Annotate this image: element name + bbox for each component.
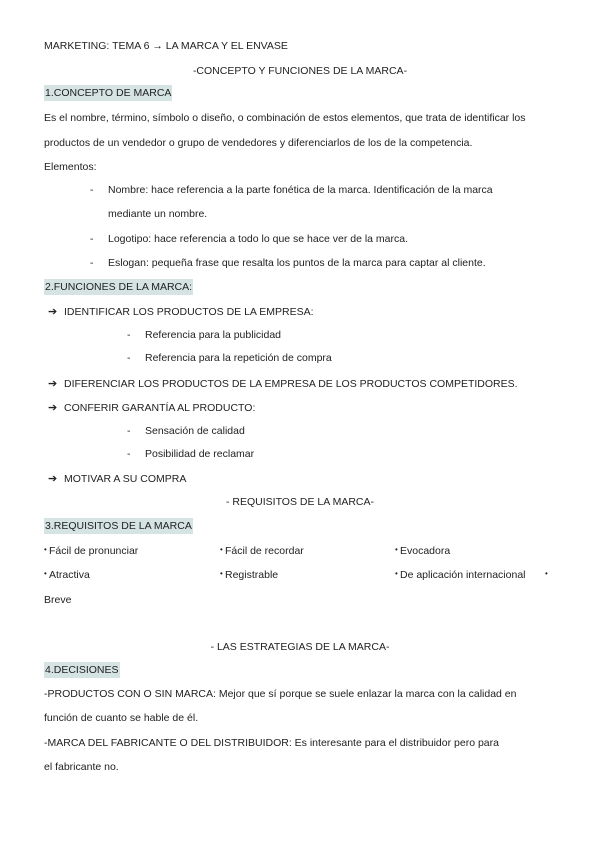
bullet-icon: • — [44, 569, 47, 578]
dash-marker: - — [90, 184, 94, 196]
document-title: MARKETING: TEMA 6 → LA MARCA Y EL ENVASE — [44, 40, 288, 52]
function-item-diferenciar — [48, 377, 600, 390]
dash-marker: - — [127, 352, 131, 364]
element-text: Eslogan: pequeña frase que resalta los puntos de la marca para captar al cliente. — [108, 257, 486, 269]
sub-item-text: Referencia para la publicidad — [145, 329, 282, 341]
decision-2-line-1: -MARCA DEL FABRICANTE O DEL DISTRIBUIDOR: Es interesante para el distribuidor pero para — [44, 737, 499, 749]
requirement-item — [220, 545, 304, 557]
dash-marker: - — [127, 329, 131, 341]
requirement-item-breve: Breve — [44, 594, 72, 606]
requirement-text: Atractiva — [49, 569, 90, 581]
requirement-item — [44, 569, 90, 581]
requirement-item — [395, 569, 526, 581]
requirement-text: Fácil de recordar — [225, 545, 304, 557]
dash-marker: - — [127, 448, 131, 460]
arrow-icon: ➔ — [48, 378, 58, 390]
arrow-icon: ➔ — [48, 306, 58, 318]
requirement-text: Registrable — [225, 569, 279, 581]
sub-item-text: Sensación de calidad — [145, 425, 245, 437]
decision-2-line-2: el fabricante no. — [44, 761, 119, 773]
section-3-heading-row — [44, 520, 600, 532]
function-label: CONFERIR GARANTÍA AL PRODUCTO: — [64, 402, 256, 414]
function-label: IDENTIFICAR LOS PRODUCTOS DE LA EMPRESA: — [64, 306, 314, 318]
section-4-subtitle: - LAS ESTRATEGIAS DE LA MARCA- — [210, 641, 390, 653]
section-4-heading-row — [44, 664, 600, 676]
sub-item-text: Referencia para la repetición de compra — [145, 352, 332, 364]
requirement-item — [395, 545, 450, 557]
function-item-motivar — [48, 472, 600, 485]
elements-label: Elementos: — [44, 161, 97, 173]
section-3-subtitle: - REQUISITOS DE LA MARCA- — [226, 496, 374, 508]
function-label: DIFERENCIAR LOS PRODUCTOS DE LA EMPRESA DE LOS PRODUCTOS COMPETIDORES. — [64, 378, 518, 390]
arrow-icon: ➔ — [48, 402, 58, 414]
bullet-icon: • — [220, 545, 223, 554]
function-label: MOTIVAR A SU COMPRA — [64, 473, 187, 485]
requirement-item — [44, 545, 138, 557]
sub-item-text: Posibilidad de reclamar — [145, 448, 255, 460]
element-item-eslogan — [90, 257, 600, 269]
function-sub-item — [127, 352, 600, 364]
bullet-icon: • — [395, 545, 398, 554]
requirement-text: De aplicación internacional — [400, 569, 526, 581]
section-2-heading: 2.FUNCIONES DE LA MARCA: — [45, 281, 193, 293]
section-3-heading: 3.REQUISITOS DE LA MARCA — [45, 520, 192, 532]
element-item-nombre-continued: mediante un nombre. — [108, 208, 208, 220]
bullet-icon: • — [545, 569, 548, 578]
arrow-icon: ➔ — [48, 473, 58, 485]
section-2-heading-row — [44, 281, 600, 293]
function-sub-item — [127, 425, 600, 437]
section-4-heading: 4.DECISIONES — [45, 664, 119, 676]
decision-1-line-2: función de cuanto se hable de él. — [44, 712, 199, 724]
function-sub-item — [127, 329, 600, 341]
function-item-conferir — [48, 401, 600, 414]
dash-marker: - — [90, 233, 94, 245]
bullet-icon: • — [44, 545, 47, 554]
decision-1-line-1: -PRODUCTOS CON O SIN MARCA: Mejor que sí porque se suele enlazar la marca con la calidad en — [44, 688, 517, 700]
function-sub-item — [127, 448, 600, 460]
bullet-icon: • — [220, 569, 223, 578]
section-1-subtitle: -CONCEPTO Y FUNCIONES DE LA MARCA- — [192, 65, 408, 77]
element-item-logotipo — [90, 233, 600, 245]
requirement-text: Evocadora — [400, 545, 451, 557]
element-text: Logotipo: hace referencia a todo lo que se hace ver de la marca. — [108, 233, 409, 245]
requirement-text: Fácil de pronunciar — [49, 545, 139, 557]
concept-paragraph-line-1: Es el nombre, término, símbolo o diseño, o combinación de estos elementos, que trata de identificar los — [44, 112, 526, 124]
element-item-nombre — [90, 184, 600, 196]
function-item-identificar — [48, 305, 600, 318]
concept-paragraph-line-2: productos de un vendedor o grupo de vendedores y diferenciarlos de los de la competencia. — [44, 137, 473, 149]
element-text: Nombre: hace referencia a la parte fonética de la marca. Identificación de la marca — [108, 184, 493, 196]
bullet-icon: • — [395, 569, 398, 578]
section-1-heading-row — [44, 87, 600, 99]
section-1-heading: 1.CONCEPTO DE MARCA — [45, 87, 172, 99]
dash-marker: - — [90, 257, 94, 269]
dash-marker: - — [127, 425, 131, 437]
requirement-item — [220, 569, 278, 581]
requirement-trailing-bullet — [545, 569, 550, 581]
